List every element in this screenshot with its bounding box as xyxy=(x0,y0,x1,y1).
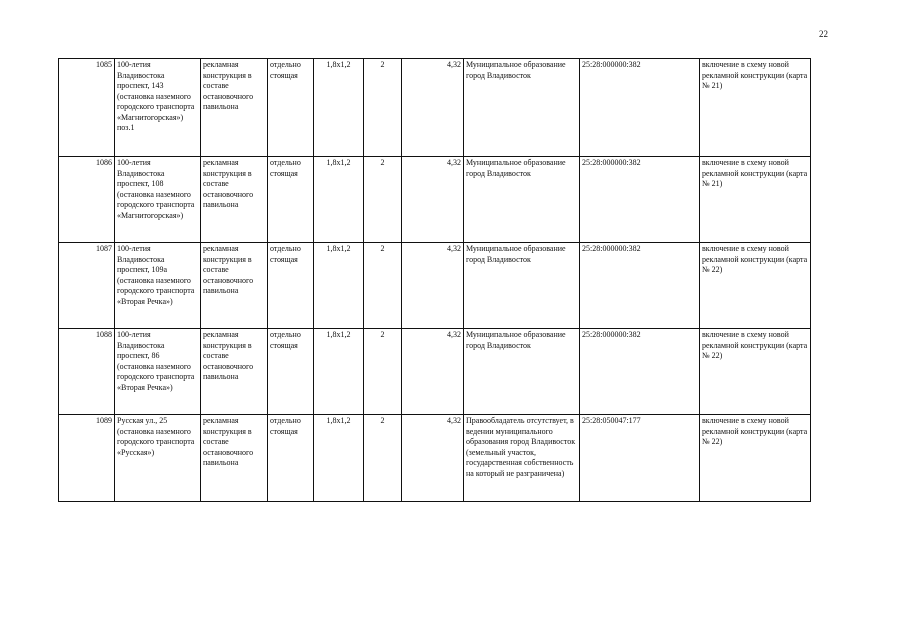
row-number: 1089 xyxy=(59,415,115,502)
sides-cell: 2 xyxy=(364,243,402,329)
size-cell: 1,8x1,2 xyxy=(314,329,364,415)
cadastral-number-cell: 25:28:050047:177 xyxy=(580,415,700,502)
owner-cell: Правообладатель отсутствует, в ведении муниципального образования город Владивосток (земельный участок, государственная собственность на который не разграничена) xyxy=(464,415,580,502)
owner-cell: Муниципальное образование город Владивосток xyxy=(464,59,580,157)
cadastral-number-cell: 25:28:000000:382 xyxy=(580,329,700,415)
structure-type-cell: рекламная конструкция в составе остановочного павильона xyxy=(201,329,268,415)
address-cell: 100-летия Владивостока проспект, 108 (остановка наземного городского транспорта «Магнитогорская») xyxy=(115,157,201,243)
row-number: 1085 xyxy=(59,59,115,157)
size-cell: 1,8x1,2 xyxy=(314,59,364,157)
note-cell: включение в схему новой рекламной конструкции (карта № 22) xyxy=(700,329,811,415)
row-number: 1087 xyxy=(59,243,115,329)
note-cell: включение в схему новой рекламной конструкции (карта № 21) xyxy=(700,157,811,243)
row-number: 1088 xyxy=(59,329,115,415)
sides-cell: 2 xyxy=(364,157,402,243)
cadastral-number-cell: 25:28:000000:382 xyxy=(580,157,700,243)
cadastral-number-cell: 25:28:000000:382 xyxy=(580,243,700,329)
area-cell: 4,32 xyxy=(402,415,464,502)
note-cell: включение в схему новой рекламной конструкции (карта № 22) xyxy=(700,415,811,502)
sides-cell: 2 xyxy=(364,329,402,415)
size-cell: 1,8x1,2 xyxy=(314,157,364,243)
placement-cell: отдельно стоящая xyxy=(268,415,314,502)
area-cell: 4,32 xyxy=(402,157,464,243)
size-cell: 1,8x1,2 xyxy=(314,415,364,502)
note-cell: включение в схему новой рекламной конструкции (карта № 21) xyxy=(700,59,811,157)
sides-cell: 2 xyxy=(364,415,402,502)
area-cell: 4,32 xyxy=(402,329,464,415)
placement-cell: отдельно стоящая xyxy=(268,243,314,329)
owner-cell: Муниципальное образование город Владивосток xyxy=(464,329,580,415)
row-number: 1086 xyxy=(59,157,115,243)
owner-cell: Муниципальное образование город Владивосток xyxy=(464,243,580,329)
size-cell: 1,8x1,2 xyxy=(314,243,364,329)
area-cell: 4,32 xyxy=(402,243,464,329)
table-row xyxy=(59,157,811,243)
structure-type-cell: рекламная конструкция в составе остановочного павильона xyxy=(201,157,268,243)
address-cell: 100-летия Владивостока проспект, 143 (остановка наземного городского транспорта «Магнитогорская») поз.1 xyxy=(115,59,201,157)
placement-cell: отдельно стоящая xyxy=(268,59,314,157)
page-number: 22 xyxy=(819,29,828,39)
address-cell: Русская ул., 25 (остановка наземного городского транспорта «Русская») xyxy=(115,415,201,502)
note-cell: включение в схему новой рекламной конструкции (карта № 22) xyxy=(700,243,811,329)
sides-cell: 2 xyxy=(364,59,402,157)
cadastral-number-cell: 25:28:000000:382 xyxy=(580,59,700,157)
table-row xyxy=(59,59,811,157)
table-row xyxy=(59,243,811,329)
owner-cell: Муниципальное образование город Владивосток xyxy=(464,157,580,243)
table-row xyxy=(59,329,811,415)
placement-cell: отдельно стоящая xyxy=(268,329,314,415)
structure-type-cell: рекламная конструкция в составе остановочного павильона xyxy=(201,243,268,329)
table-row xyxy=(59,415,811,502)
address-cell: 100-летия Владивостока проспект, 86 (остановка наземного городского транспорта «Вторая Речка») xyxy=(115,329,201,415)
structure-type-cell: рекламная конструкция в составе остановочного павильона xyxy=(201,59,268,157)
area-cell: 4,32 xyxy=(402,59,464,157)
structure-type-cell: рекламная конструкция в составе остановочного павильона xyxy=(201,415,268,502)
address-cell: 100-летия Владивостока проспект, 109а (остановка наземного городского транспорта «Вторая Речка») xyxy=(115,243,201,329)
advertising-structures-table xyxy=(58,58,811,502)
placement-cell: отдельно стоящая xyxy=(268,157,314,243)
